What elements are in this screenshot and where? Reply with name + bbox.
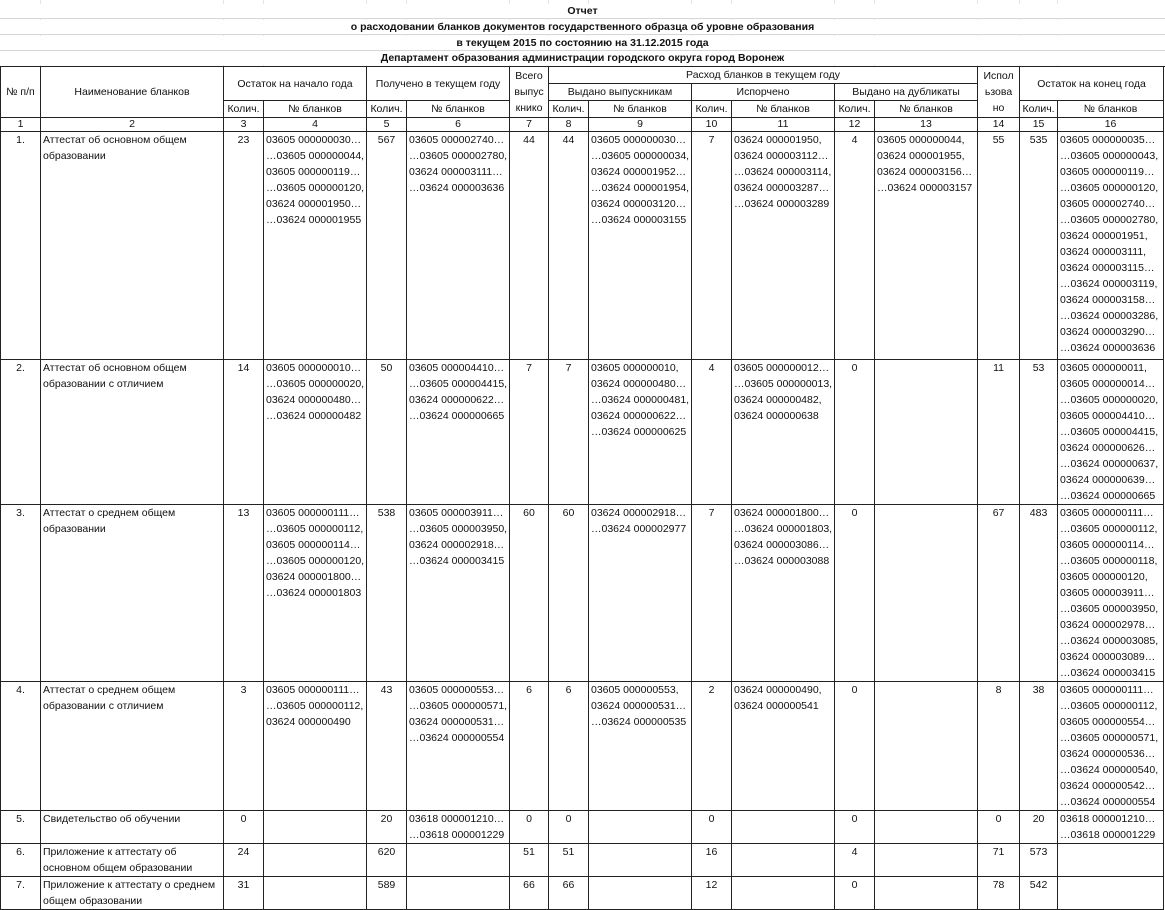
used-qty: 55 (978, 132, 1020, 360)
blank-range: 03624 000002978… (1060, 619, 1156, 631)
blank-range: 03605 000004410… (409, 362, 505, 374)
blank-range: 03624 000001955, (877, 150, 965, 162)
blank-name: Свидетельство об обучении (41, 811, 224, 844)
spoiled-blanks (732, 505, 835, 682)
issued-blanks (589, 360, 692, 505)
blank-range: 03605 000000012… (734, 362, 830, 374)
blank-range: …03624 000003289 (734, 198, 830, 210)
duplicate-blanks (875, 811, 978, 844)
start-qty: 23 (224, 132, 264, 360)
issued-blanks (589, 682, 692, 811)
duplicate-blanks (875, 844, 978, 877)
end-blanks (1058, 360, 1164, 505)
issued-blanks (589, 877, 692, 910)
col-received-header: Получено в текущем году (367, 67, 510, 101)
col-spent-header: Расход бланков в текущем году (549, 67, 978, 84)
blank-range: …03624 000003155 (591, 214, 687, 226)
row-number: 2. (1, 360, 41, 505)
blank-range: 03624 000002918… (591, 507, 687, 519)
start-qty: 31 (224, 877, 264, 910)
blank-range: …03624 000000482 (266, 410, 362, 422)
row-number: 6. (1, 844, 41, 877)
blank-range: …03624 000001803, (734, 523, 833, 535)
blank-range: …03605 000000571, (1060, 732, 1159, 744)
spoiled-blanks (732, 811, 835, 844)
blank-range: …03605 000000120, (266, 555, 365, 567)
report-period: в текущем 2015 по состоянию на 31.12.2015 года (0, 36, 1165, 51)
received-blanks (407, 682, 510, 811)
start-qty: 14 (224, 360, 264, 505)
blank-range: 03605 000000119… (1060, 166, 1155, 178)
blank-range: 03624 000001800… (734, 507, 830, 519)
used-qty: 67 (978, 505, 1020, 682)
blank-range: 03605 000000044, (877, 134, 965, 146)
start-qty: 24 (224, 844, 264, 877)
total-graduates: 66 (510, 877, 549, 910)
duplicate-blanks (875, 682, 978, 811)
total-graduates: 6 (510, 682, 549, 811)
blank-range: …03624 000003114, (734, 166, 832, 178)
duplicate-blanks (875, 132, 978, 360)
blank-range: 03624 000003156… (877, 166, 973, 178)
blank-range: …03624 000003119, (1060, 278, 1158, 290)
blank-range: …03605 000000112, (266, 523, 364, 535)
start-blanks (264, 877, 367, 910)
report-subtitle: о расходовании бланков документов государственного образца об уровне образования (0, 20, 1165, 35)
blank-range: …03605 000000044, (266, 150, 365, 162)
col-start-header: Остаток на начало года (224, 67, 367, 101)
total-graduates: 0 (510, 811, 549, 844)
blank-range: 03605 000000014… (1060, 378, 1156, 390)
received-qty: 43 (367, 682, 407, 811)
issued-qty: 51 (549, 844, 589, 877)
row-number: 5. (1, 811, 41, 844)
end-qty: 573 (1020, 844, 1058, 877)
received-qty: 620 (367, 844, 407, 877)
duplicate-qty: 0 (835, 811, 875, 844)
table-row (1, 132, 1164, 360)
end-qty: 483 (1020, 505, 1058, 682)
blank-range: 03624 000000531… (409, 716, 505, 728)
column-number: 14 (978, 118, 1020, 132)
blank-range: 03605 000002740… (409, 134, 505, 146)
col-dup-blanks: № бланков (875, 101, 978, 118)
column-number: 5 (367, 118, 407, 132)
blank-range: …03605 000000120, (1060, 182, 1159, 194)
spoiled-qty: 7 (692, 505, 732, 682)
table-row (1, 877, 1164, 910)
blank-range: …03624 000000554 (409, 732, 505, 744)
blank-range: 03624 000000480… (591, 378, 687, 390)
blank-range: …03605 000000571, (409, 700, 508, 712)
used-qty: 0 (978, 811, 1020, 844)
row-number: 1. (1, 132, 41, 360)
blank-range: 03624 000003111… (409, 166, 503, 178)
used-qty: 78 (978, 877, 1020, 910)
blank-range: 03624 000000622… (591, 410, 687, 422)
duplicate-qty: 0 (835, 877, 875, 910)
end-blanks (1058, 505, 1164, 682)
column-number: 9 (589, 118, 692, 132)
column-number: 4 (264, 118, 367, 132)
blank-range: …03605 000002780, (1060, 214, 1159, 226)
blank-range: 03624 000003111, (1060, 246, 1147, 258)
blank-range: 03624 000000490, (734, 684, 822, 696)
issued-blanks (589, 505, 692, 682)
start-blanks (264, 360, 367, 505)
blank-range: …03624 000002977 (591, 523, 687, 535)
spoiled-blanks (732, 132, 835, 360)
start-qty: 3 (224, 682, 264, 811)
blank-range: 03605 000000120, (1060, 571, 1148, 583)
blank-range: 03624 000003158… (1060, 294, 1156, 306)
duplicate-qty: 0 (835, 682, 875, 811)
end-qty: 38 (1020, 682, 1058, 811)
blank-range: …03624 000003157 (877, 182, 973, 194)
blank-range: 03624 000000622… (409, 394, 505, 406)
blank-name: Аттестат о среднем общем образовании (41, 505, 224, 682)
used-qty: 71 (978, 844, 1020, 877)
blank-range: …03624 000001955 (266, 214, 362, 226)
blank-range: 03605 000000111… (266, 507, 360, 519)
end-blanks (1058, 132, 1164, 360)
col-used-header: Использовано (978, 67, 1020, 118)
blank-range: 03618 000001210… (409, 813, 505, 825)
blank-name: Приложение к аттестату о среднем общем образовании (41, 877, 224, 910)
received-qty: 538 (367, 505, 407, 682)
table-row (1, 844, 1164, 877)
issued-qty: 60 (549, 505, 589, 682)
blank-range: 03624 000000639… (1060, 474, 1156, 486)
blank-range: 03618 000001210… (1060, 813, 1156, 825)
blank-range: …03624 000000535 (591, 716, 687, 728)
col-num-header: № п/п (1, 67, 41, 118)
blank-name: Аттестат о среднем общем образовании с отличием (41, 682, 224, 811)
blank-range: …03605 000000020, (1060, 394, 1159, 406)
column-number: 10 (692, 118, 732, 132)
issued-qty: 7 (549, 360, 589, 505)
spoiled-qty: 4 (692, 360, 732, 505)
blank-range: …03605 000000112, (1060, 700, 1158, 712)
blank-range: …03624 000003636 (409, 182, 505, 194)
blank-name: Аттестат об основном общем образовании (41, 132, 224, 360)
column-number: 12 (835, 118, 875, 132)
blank-range: 03605 000000119… (266, 166, 361, 178)
duplicate-blanks (875, 877, 978, 910)
received-blanks (407, 877, 510, 910)
col-start-qty: Колич. (224, 101, 264, 118)
blank-range: 03605 000004410… (1060, 410, 1156, 422)
total-graduates: 7 (510, 360, 549, 505)
received-qty: 567 (367, 132, 407, 360)
col-issued-header: Выдано выпускникам (549, 84, 692, 101)
column-number: 6 (407, 118, 510, 132)
blank-range: 03624 000000536… (1060, 748, 1156, 760)
blank-range: …03624 000003415 (409, 555, 505, 567)
spoiled-blanks (732, 877, 835, 910)
spoiled-qty: 0 (692, 811, 732, 844)
table-row (1, 360, 1164, 505)
received-blanks (407, 505, 510, 682)
col-dup-header: Выдано на дубликаты (835, 84, 978, 101)
blank-range: …03624 000001954, (591, 182, 690, 194)
total-graduates: 44 (510, 132, 549, 360)
blank-range: 03605 000003911… (1060, 587, 1155, 599)
col-dup-qty: Колич. (835, 101, 875, 118)
col-end-qty: Колич. (1020, 101, 1058, 118)
column-number: 2 (41, 118, 224, 132)
report-title: Отчет (0, 4, 1165, 19)
issued-qty: 6 (549, 682, 589, 811)
col-spoiled-header: Испорчено (692, 84, 835, 101)
blank-range: 03624 000003115… (1060, 262, 1155, 274)
spoiled-qty: 7 (692, 132, 732, 360)
blank-range: 03624 000003086… (734, 539, 830, 551)
col-iss-blanks: № бланков (589, 101, 692, 118)
col-start-blanks: № бланков (264, 101, 367, 118)
col-total-header: Всего выпускнико (510, 67, 549, 118)
received-qty: 20 (367, 811, 407, 844)
blank-range: …03605 000000112, (1060, 523, 1158, 535)
blank-range: 03624 000000542… (1060, 780, 1156, 792)
blank-range: 03624 000003089… (1060, 651, 1156, 663)
spoiled-blanks (732, 844, 835, 877)
column-number: 11 (732, 118, 835, 132)
blank-range: 03624 000001950… (266, 198, 362, 210)
blank-range: 03605 000000030… (266, 134, 362, 146)
column-number: 8 (549, 118, 589, 132)
duplicate-blanks (875, 360, 978, 505)
blank-range: 03624 000003112… (734, 150, 829, 162)
blank-range: …03624 000000481, (591, 394, 690, 406)
blank-range: …03605 000002780, (409, 150, 508, 162)
blank-range: …03624 000003085, (1060, 635, 1159, 647)
blank-range: 03624 000000541 (734, 700, 819, 712)
blank-range: 03605 000000011, (1060, 362, 1147, 374)
end-blanks (1058, 811, 1164, 844)
col-end-header: Остаток на конец года (1020, 67, 1164, 101)
blank-range: …03624 000003415 (1060, 667, 1156, 679)
table-row (1, 682, 1164, 811)
duplicate-qty: 0 (835, 360, 875, 505)
end-qty: 542 (1020, 877, 1058, 910)
column-number: 13 (875, 118, 978, 132)
start-blanks (264, 811, 367, 844)
blank-range: 03624 000002918… (409, 539, 505, 551)
blank-range: …03605 000003950, (1060, 603, 1159, 615)
spoiled-blanks (732, 360, 835, 505)
received-blanks (407, 844, 510, 877)
col-sp-qty: Колич. (692, 101, 732, 118)
start-qty: 0 (224, 811, 264, 844)
end-blanks (1058, 682, 1164, 811)
blank-range: …03605 000000120, (266, 182, 365, 194)
blank-range: 03605 000000553, (591, 684, 679, 696)
blank-range: 03605 000000010, (591, 362, 679, 374)
col-rec-blanks: № бланков (407, 101, 510, 118)
blank-range: 03605 000002740… (1060, 198, 1156, 210)
blank-range: 03624 000001951, (1060, 230, 1148, 242)
blank-range: …03624 000003636 (1060, 342, 1156, 354)
start-blanks (264, 682, 367, 811)
spoiled-blanks (732, 682, 835, 811)
used-qty: 8 (978, 682, 1020, 811)
blank-range: …03618 000001229 (409, 829, 505, 841)
blank-range: 03624 000000490 (266, 716, 351, 728)
start-qty: 13 (224, 505, 264, 682)
blank-range: 03605 000000010… (266, 362, 362, 374)
start-blanks (264, 132, 367, 360)
blank-range: …03624 000000625 (591, 426, 687, 438)
end-blanks (1058, 844, 1164, 877)
report-table (0, 66, 1164, 910)
row-number: 3. (1, 505, 41, 682)
end-blanks (1058, 877, 1164, 910)
blank-range: …03618 000001229 (1060, 829, 1156, 841)
blank-range: …03605 000000112, (266, 700, 364, 712)
received-blanks (407, 132, 510, 360)
end-qty: 53 (1020, 360, 1058, 505)
blank-range: 03624 000000482, (734, 394, 822, 406)
col-sp-blanks: № бланков (732, 101, 835, 118)
blank-range: …03624 000000637, (1060, 458, 1159, 470)
blank-range: …03605 000003950, (409, 523, 508, 535)
duplicate-qty: 4 (835, 844, 875, 877)
spoiled-qty: 12 (692, 877, 732, 910)
blank-range: …03624 000003286, (1060, 310, 1159, 322)
spoiled-qty: 2 (692, 682, 732, 811)
blank-range: 03605 000000553… (409, 684, 505, 696)
duplicate-qty: 0 (835, 505, 875, 682)
blank-range: 03605 000000111… (1060, 507, 1154, 519)
end-qty: 20 (1020, 811, 1058, 844)
blank-range: …03624 000000665 (409, 410, 505, 422)
total-graduates: 51 (510, 844, 549, 877)
blank-range: 03624 000000626… (1060, 442, 1156, 454)
blank-range: 03624 000003287… (734, 182, 830, 194)
column-number: 1 (1, 118, 41, 132)
blank-range: …03624 000000554 (1060, 796, 1156, 808)
issued-blanks (589, 811, 692, 844)
issued-blanks (589, 132, 692, 360)
blank-name: Аттестат об основном общем образовании с отличием (41, 360, 224, 505)
column-number-row (1, 118, 1164, 132)
blank-range: 03605 000000035… (1060, 134, 1156, 146)
blank-range: 03624 000001800… (266, 571, 362, 583)
blank-range: 03605 000000114… (266, 539, 361, 551)
table-row (1, 505, 1164, 682)
blank-range: 03605 000000114… (1060, 539, 1155, 551)
col-rec-qty: Колич. (367, 101, 407, 118)
end-qty: 535 (1020, 132, 1058, 360)
row-number: 4. (1, 682, 41, 811)
used-qty: 11 (978, 360, 1020, 505)
blank-range: 03624 000001950, (734, 134, 822, 146)
blank-range: …03605 000000020, (266, 378, 365, 390)
col-end-blanks: № бланков (1058, 101, 1164, 118)
blank-range: …03624 000000665 (1060, 490, 1156, 502)
blank-range: 03624 000000531… (591, 700, 687, 712)
spoiled-qty: 16 (692, 844, 732, 877)
issued-qty: 44 (549, 132, 589, 360)
column-number: 15 (1020, 118, 1058, 132)
blank-range: …03605 000000034, (591, 150, 690, 162)
blank-range: …03605 000000013, (734, 378, 833, 390)
duplicate-blanks (875, 505, 978, 682)
blank-range: 03624 000000480… (266, 394, 362, 406)
blank-range: …03624 000000540, (1060, 764, 1159, 776)
blank-range: 03605 000000030… (591, 134, 687, 146)
start-blanks (264, 844, 367, 877)
received-blanks (407, 360, 510, 505)
total-graduates: 60 (510, 505, 549, 682)
blank-range: 03605 000003911… (409, 507, 504, 519)
column-number: 7 (510, 118, 549, 132)
blank-range: …03624 000003088 (734, 555, 830, 567)
blank-range: 03605 000000111… (1060, 684, 1154, 696)
issued-blanks (589, 844, 692, 877)
blank-range: …03605 000004415, (1060, 426, 1159, 438)
blank-range: 03624 000003120… (591, 198, 687, 210)
blank-name: Приложение к аттестату об основном общем образовании (41, 844, 224, 877)
column-number: 3 (224, 118, 264, 132)
col-name-header: Наименование бланков (41, 67, 224, 118)
duplicate-qty: 4 (835, 132, 875, 360)
blank-range: 03605 000000554… (1060, 716, 1156, 728)
blank-range: …03605 000004415, (409, 378, 508, 390)
column-number: 16 (1058, 118, 1164, 132)
blank-range: …03624 000001803 (266, 587, 362, 599)
issued-qty: 66 (549, 877, 589, 910)
col-iss-qty: Колич. (549, 101, 589, 118)
issued-qty: 0 (549, 811, 589, 844)
blank-range: 03605 000000111… (266, 684, 360, 696)
row-number: 7. (1, 877, 41, 910)
report-department: Департамент образования администрации городского округа город Воронеж (0, 51, 1165, 65)
blank-range: 03624 000001952… (591, 166, 687, 178)
blank-range: 03624 000003290… (1060, 326, 1156, 338)
blank-range: …03605 000000118, (1060, 555, 1158, 567)
blank-range: …03605 000000043, (1060, 150, 1159, 162)
start-blanks (264, 505, 367, 682)
table-row (1, 811, 1164, 844)
received-qty: 50 (367, 360, 407, 505)
blank-range: 03624 000000638 (734, 410, 819, 422)
received-blanks (407, 811, 510, 844)
received-qty: 589 (367, 877, 407, 910)
